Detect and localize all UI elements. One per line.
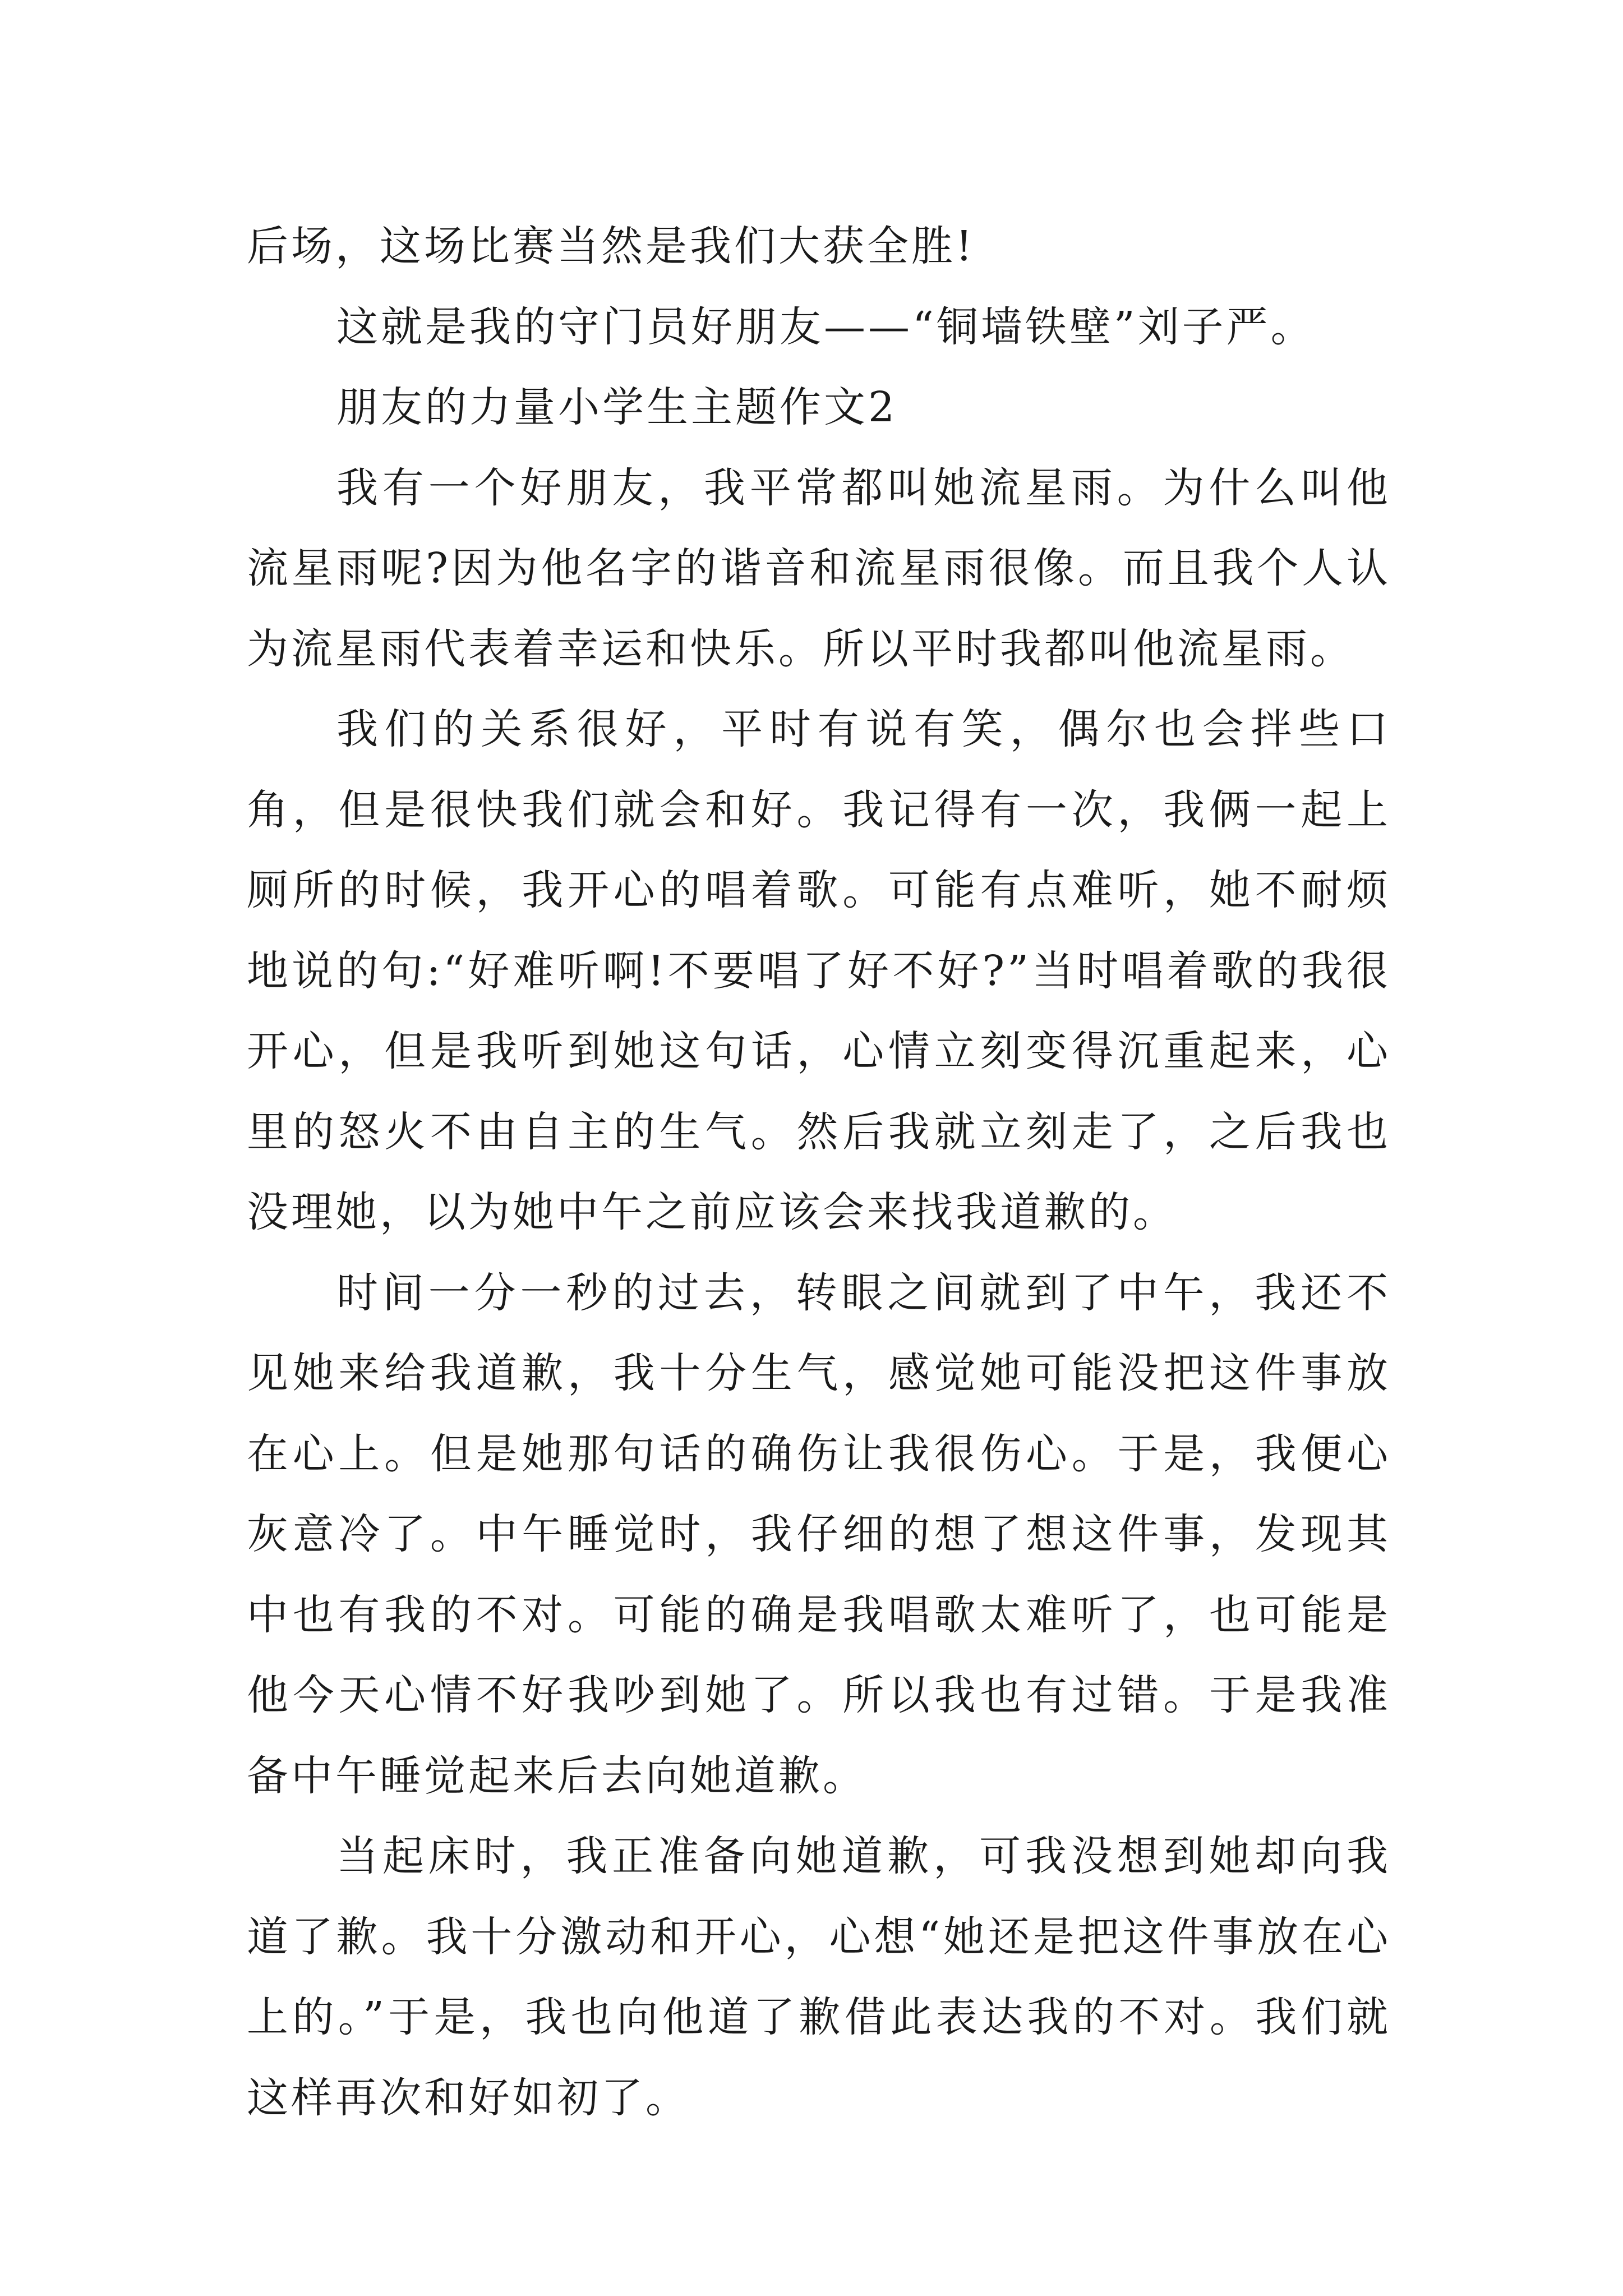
paragraph-continuation: 后场，这场比赛当然是我们大获全胜! xyxy=(247,222,975,270)
paragraph-reflection: 时间一分一秒的过去，转眼之间就到了中午，我还不见她来给我道歉，我十分生气，感觉她可能没把这件事放在心上。但是她那句话的确伤让我很伤心。于是，我便心灰意冷了。中午睡觉时，我仔细的想了想这件事，发现其中也有我的不对。可能的确是我唱歌太难听了，也可能是他今天心情不好我吵到她了。所以我也有过错。于是我准备中午睡觉起来后去向她道歉。 xyxy=(247,1268,1391,1800)
paragraph-goalkeeper-summary: 这就是我的守门员好朋友——“铜墙铁壁”刘子严。 xyxy=(336,302,1315,351)
essay-title: 朋友的力量小学生主题作文2 xyxy=(336,383,898,431)
paragraph-intro: 我有一个好朋友，我平常都叫她流星雨。为什么叫他流星雨呢?因为他名字的谐音和流星雨很像。而且我个人认为流星雨代表着幸运和快乐。所以平时我都叫他流星雨。 xyxy=(247,463,1391,673)
document-body xyxy=(247,206,1391,2138)
paragraph-reconciliation: 当起床时，我正准备向她道歉，可我没想到她却向我道了歉。我十分激动和开心，心想“她还是把这件事放在心上的。”于是，我也向他道了歉借此表达我的不对。我们就这样再次和好如初了。 xyxy=(247,1832,1391,2122)
paragraph-quarrel: 我们的关系很好，平时有说有笑，偶尔也会拌些口角，但是很快我们就会和好。我记得有一次，我俩一起上厕所的时候，我开心的唱着歌。可能有点难听，她不耐烦地说的句:“好难听啊!不要唱了好不好?”当时唱着歌的我很开心，但是我听到她这句话，心情立刻变得沉重起来，心里的怒火不由自主的生气。然后我就立刻走了，之后我也没理她，以为她中午之前应该会来找我道歉的。 xyxy=(247,705,1391,1236)
